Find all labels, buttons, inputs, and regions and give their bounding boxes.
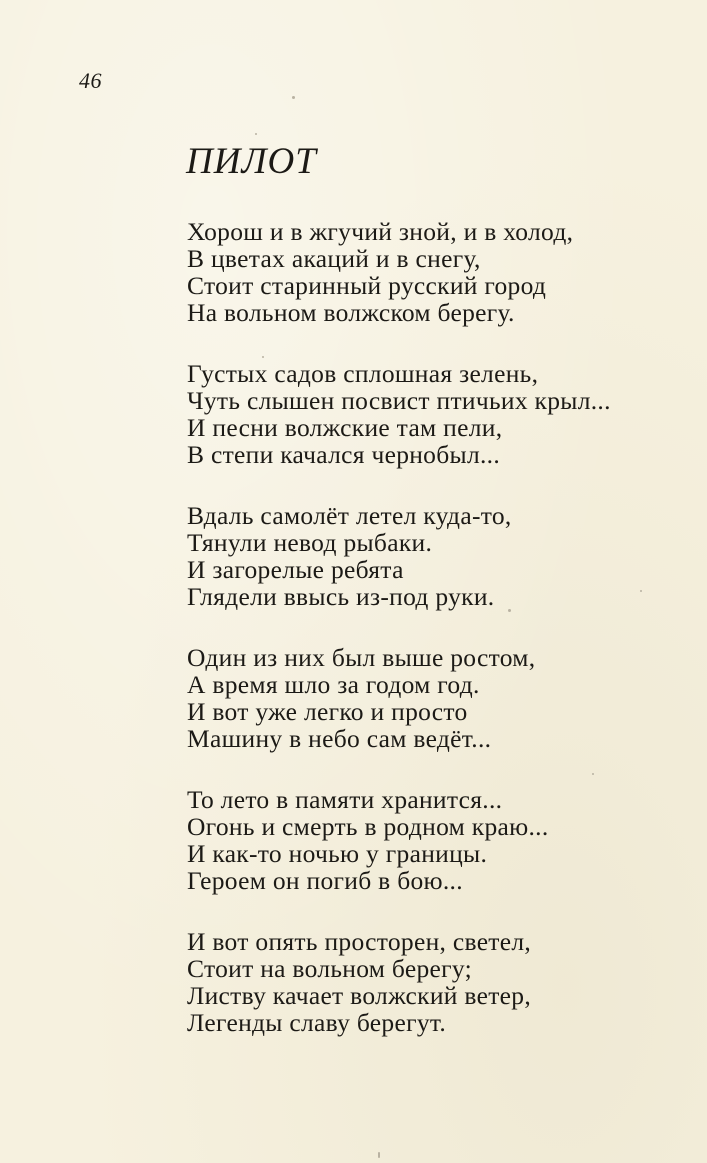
paper-speck <box>592 773 594 775</box>
stanza <box>187 218 687 326</box>
poem-line: Глядели ввысь из-под руки. <box>187 582 495 611</box>
stanza <box>187 360 687 468</box>
poem-line: В степи качался чернобыл... <box>187 440 500 469</box>
stanza <box>187 786 687 894</box>
stanza <box>187 928 687 1036</box>
poem-line: Героем он погиб в бою... <box>187 866 463 895</box>
paper-speck <box>640 590 642 592</box>
poem-title: ПИЛОТ <box>186 141 317 182</box>
poem-line: И вот опять просторен, светел, <box>187 927 532 956</box>
paper-speck <box>262 356 264 358</box>
poem-line: Машину в небо сам ведёт... <box>187 724 492 753</box>
poem-line: Густых садов сплошная зелень, <box>187 359 539 388</box>
paper-speck <box>378 1152 380 1158</box>
page-number: 46 <box>79 68 102 93</box>
poem-line: Стоит старинный русский город <box>187 271 547 300</box>
poem-line: Хорош и в жгучий зной, и в холод, <box>187 217 574 246</box>
poem-line: И загорелые ребята <box>187 555 404 584</box>
poem-line: Стоит на вольном берегу; <box>187 954 472 983</box>
poem-line: И песни волжские там пели, <box>187 413 503 442</box>
poem-line: Вдаль самолёт летел куда-то, <box>187 501 512 530</box>
poem-line: Тянули невод рыбаки. <box>187 528 433 557</box>
poem-line: Огонь и смерть в родном краю... <box>187 812 549 841</box>
poem-line: Чуть слышен посвист птичьих крыл... <box>187 386 611 415</box>
poem-line: Листву качает волжский ветер, <box>187 981 532 1010</box>
stanza <box>187 644 687 752</box>
poem-line: То лето в памяти хранится... <box>187 785 503 814</box>
poem-line: И вот уже легко и просто <box>187 697 468 726</box>
poem-line: В цветах акаций и в снегу, <box>187 244 481 273</box>
poem-line: На вольном волжском берегу. <box>187 298 515 327</box>
poem-line: И как-то ночью у границы. <box>187 839 488 868</box>
poem-line: А время шло за годом год. <box>187 670 480 699</box>
poem-line: Легенды славу берегут. <box>187 1008 447 1037</box>
paper-speck <box>508 609 511 612</box>
poem-body <box>187 218 687 1070</box>
paper-speck <box>255 133 257 135</box>
paper-speck <box>292 96 295 99</box>
stanza <box>187 502 687 610</box>
poem-line: Один из них был выше ростом, <box>187 643 536 672</box>
